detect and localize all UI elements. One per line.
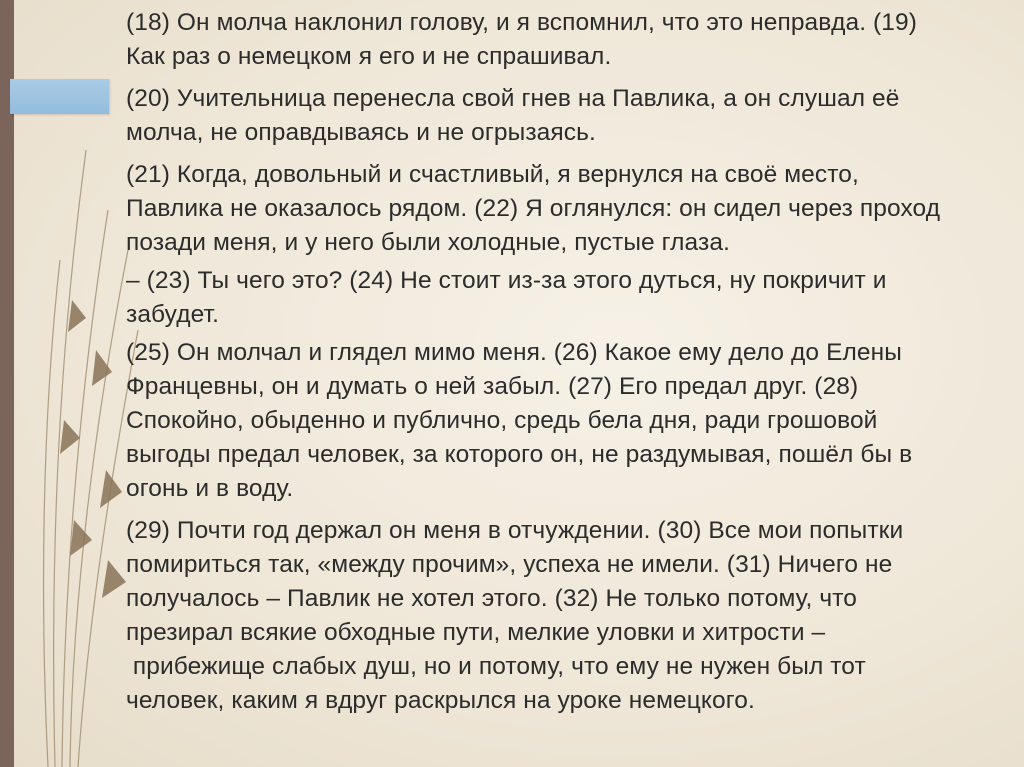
- deco-curve: [44, 260, 60, 767]
- paragraph-23-24: – (23) Ты чего это? (24) Не стоит из-за этого дуться, ну покричит и забудет.: [126, 267, 887, 328]
- paragraph-20: (20) Учительница перенесла свой гнев на Павлика, а он слушал её молча, не оправдываясь и не огрызаясь.: [126, 85, 900, 146]
- deco-leaf: [70, 520, 92, 556]
- deco-leaf: [102, 560, 126, 598]
- paragraph-29-32: (29) Почти год держал он меня в отчуждении. (30) Все мои попытки помириться так, «между прочим», успеха не имели. (31) Ничего не получалось – Павлик не хотел этого. (32) Не только потому, что презирал всякие обходные пути, мелкие уловки и хитрости – прибежище слабых душ, но и потому, что ему не нужен был тот человек, каким я вдруг раскрылся на уроке немецкого.: [126, 517, 904, 714]
- slide-text-body: [126, 6, 1020, 726]
- deco-leaf: [60, 420, 80, 454]
- deco-curve: [54, 150, 86, 767]
- deco-leaf: [68, 300, 86, 332]
- deco-leaf: [100, 470, 122, 508]
- paragraph-18-19: (18) Он молча наклонил голову, и я вспомнил, что это неправда. (19) Как раз о немецком я его и не спрашивал.: [126, 9, 918, 70]
- paragraph-25-28: (25) Он молчал и глядел мимо меня. (26) Какое ему дело до Елены Францевны, он и думать о ней забыл. (27) Его предал друг. (28) Спокойно, обыденно и публично, средь бела дня, ради грошовой выгоды предал человек, за которого он, не раздумывая, пошёл бы в огонь и в воду.: [126, 339, 913, 502]
- deco-curve: [70, 250, 128, 767]
- decorative-curves: [0, 0, 140, 767]
- paragraph-21-22: (21) Когда, довольный и счастливый, я вернулся на своё место, Павлика не оказалось рядом. (22) Я оглянулся: он сидел через проход позади меня, и у него были холодные, пустые глаза.: [126, 161, 941, 256]
